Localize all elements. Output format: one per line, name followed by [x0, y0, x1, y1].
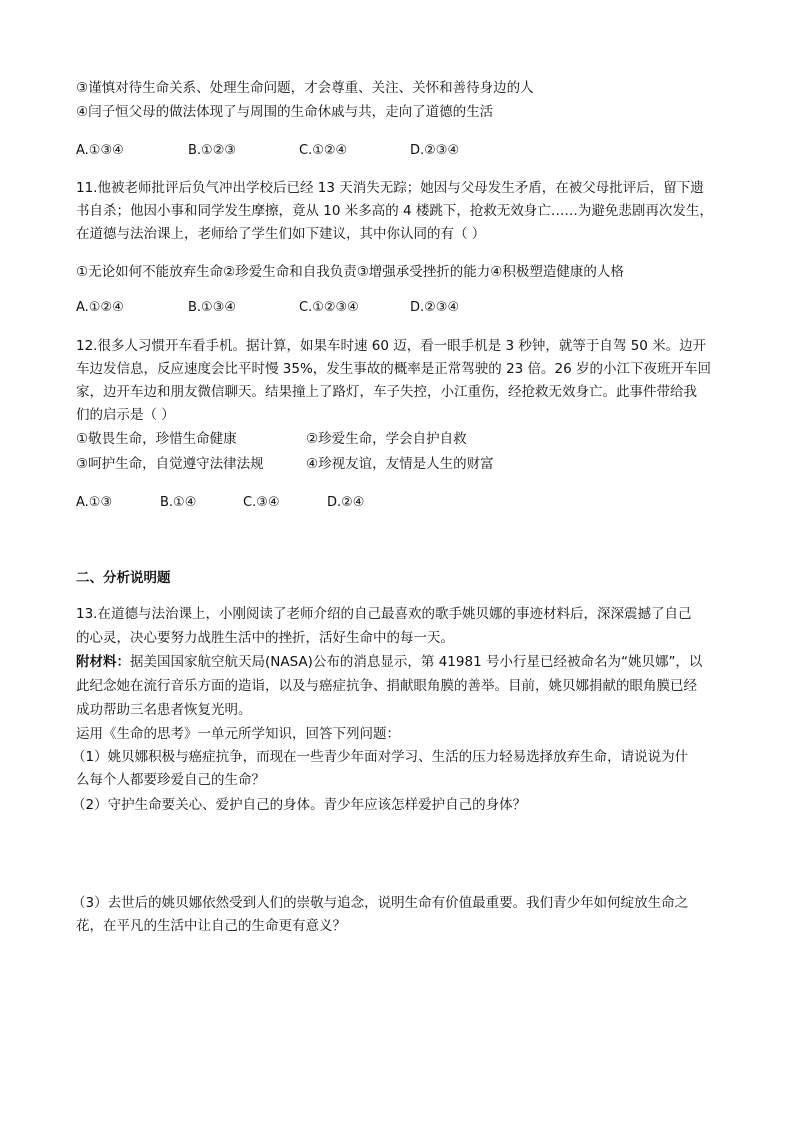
q12-option-d: D.②④ [327, 495, 365, 510]
q10-option-c: C.①②④ [299, 143, 348, 158]
q11-option-b: B.①③④ [188, 300, 237, 315]
q13-sub2: （2）守护生命要关心、爱护自己的身体。青少年应该怎样爱护自己的身体？ [72, 797, 527, 813]
material-label: 附材料： [76, 654, 130, 670]
q11-option-c: C.①②③④ [299, 300, 359, 315]
q13-sub1-line-2: 么每个人都要珍爱自己的生命？ [76, 772, 265, 788]
q10-statement-4: ④闫子恒父母的做法体现了与周围的生命休戚与共，走向了道德的生活 [76, 104, 494, 120]
q11-option-a: A.①②④ [76, 300, 124, 315]
q10-option-a: A.①③④ [76, 143, 124, 158]
q13-material-line-3: 成功帮助三名患者恢复光明。 [76, 702, 252, 718]
q13-sub3-line-2: 花，在平凡的生活中让自己的生命更有意义？ [76, 918, 346, 934]
q12-statement-4: ④珍视友谊，友情是人生的财富 [306, 456, 494, 472]
q13-sub1-line-1: （1）姚贝娜积极与癌症抗争，而现在一些青少年面对学习、生活的压力轻易选择放弃生命，请说说为什 [72, 749, 689, 765]
q10-option-b: B.①②③ [188, 143, 237, 158]
q11-line-3: 在道德与法治课上，老师给了学生们如下建议，其中你认同的有（ ） [76, 226, 486, 242]
q13-sub3-line-1: （3）去世后的姚贝娜依然受到人们的崇敬与追念，说明生命有价值最重要。我们青少年如何绽放生命之 [72, 895, 689, 911]
q12-statement-1: ①敬畏生命，珍惜生命健康 [76, 431, 237, 447]
q10-option-d: D.②③④ [410, 143, 460, 158]
q12-line-3: 家，边开车边和朋友微信聊天。结果撞上了路灯，车子失控，小江重伤，经抢救无效身亡。此事件带给我 [76, 384, 697, 400]
q11-line-2: 书自杀；他因小事和同学发生摩擦，竟从 10 米多高的 4 楼跳下，抢救无效身亡……为避免悲剧再次发生， [76, 203, 713, 219]
q11-line-1: 11.他被老师批评后负气冲出学校后已经 13 天消失无踪；她因与父母发生矛盾，在被父母批评后，留下遗 [76, 180, 704, 196]
q12-option-c: C.③④ [243, 495, 280, 510]
q12-option-b: B.①④ [160, 495, 197, 510]
q13-prompt: 运用《生命的思考》一单元所学知识，回答下列问题： [76, 726, 400, 742]
q12-statement-3: ③呵护生命，自觉遵守法律法规 [76, 456, 264, 472]
q12-line-1: 12.很多人习惯开车看手机。据计算，如果车时速 60 迈，看一眼手机是 3 秒钟，就等于自驾 50 米。边开 [76, 338, 707, 354]
q12-statement-2: ②珍爱生命，学会自护自救 [306, 431, 467, 447]
q12-line-4: 们的启示是（ ） [76, 407, 175, 423]
q10-statement-3: ③谨慎对待生命关系、处理生命问题，才会尊重、关注、关怀和善待身边的人 [76, 80, 534, 96]
q13-intro-line-2: 的心灵，决心要努力战胜生活中的挫折，活好生命中的每一天。 [76, 630, 454, 646]
q11-statements: ①无论如何不能放弃生命②珍爱生命和自我负责③增强承受挫折的能力④积极塑造健康的人格 [76, 264, 624, 280]
q13-material-line-1 [76, 652, 702, 672]
q13-material-line-2: 此纪念她在流行音乐方面的造诣，以及与癌症抗争、捐献眼角膜的善举。目前，姚贝娜捐献的眼角膜已经 [76, 678, 697, 694]
section-heading: 二、分析说明题 [76, 570, 171, 586]
q13-intro-line-1: 13.在道德与法治课上，小刚阅读了老师介绍的自己最喜欢的歌手姚贝娜的事迹材料后，深深震撼了自己 [76, 606, 692, 622]
q12-option-a: A.①③ [76, 495, 113, 510]
material-text: 据美国国家航空航天局(NASA)公布的消息显示，第 41981 号小行星已经被命名为“姚贝娜”，以 [130, 654, 703, 670]
q12-line-2: 车边发信息，反应速度会比平时慢 35%，发生事故的概率是正常驾驶的 23 倍。26 岁的小江下夜班开车回 [76, 361, 712, 377]
q11-option-d: D.②③④ [410, 300, 460, 315]
